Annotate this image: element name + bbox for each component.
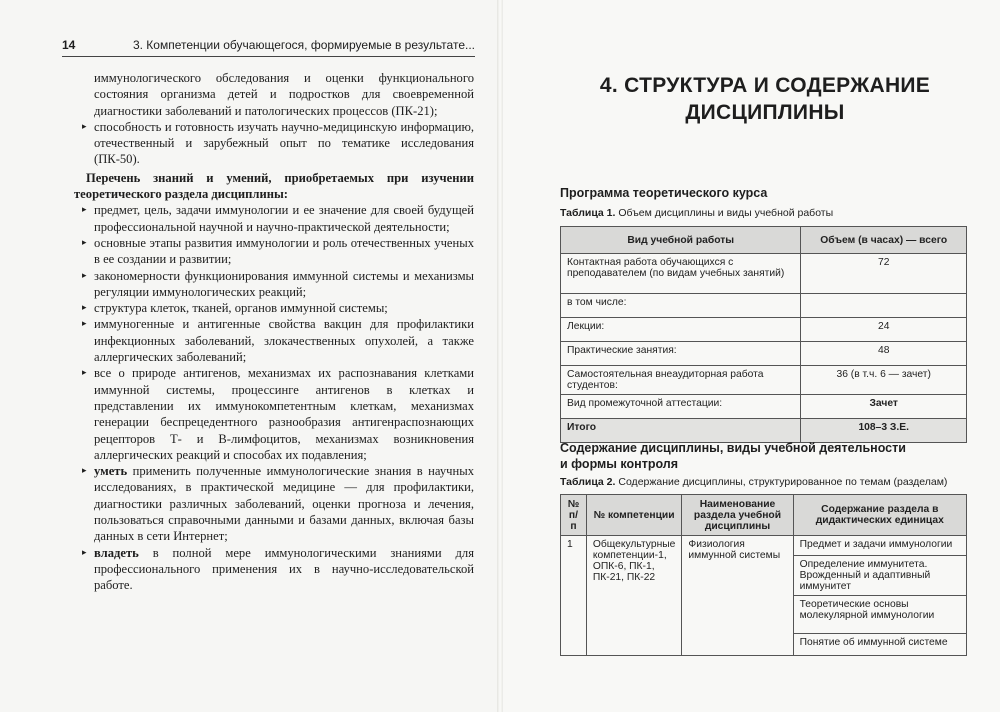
- table-cell: [801, 294, 967, 318]
- table-cell: Вид промежуточной аттестации:: [561, 395, 801, 419]
- table-cell: Итого: [561, 419, 801, 443]
- list-item: [82, 365, 474, 463]
- table-header-cell: Наименование раздела учебной дисциплины: [682, 495, 793, 536]
- table-row: [561, 536, 967, 556]
- continuation-paragraph: иммунологического обследования и оценки функционального состояния организма детей и подростков для своевременной диагностики заболеваний и патологических процессов (ПК-21);: [94, 71, 474, 118]
- table-cell: Самостоятельная внеаудиторная работа студентов:: [561, 366, 801, 395]
- section-title-line: Содержание дисциплины, виды учебной деятельности: [560, 441, 906, 455]
- bullet-arrow-icon: ▸: [82, 270, 87, 281]
- list-item-text: структура клеток, тканей, органов иммунной системы;: [94, 301, 388, 316]
- table-row: [561, 318, 967, 342]
- list-item: [82, 235, 474, 268]
- running-header: [62, 36, 475, 57]
- bullet-arrow-icon: ▸: [82, 237, 87, 248]
- content-table: [560, 494, 967, 656]
- table-header-cell: Вид учебной работы: [561, 227, 801, 254]
- section-title-content: [560, 440, 970, 472]
- bullet-arrow-icon: ▸: [82, 205, 87, 216]
- table-cell: Лекции:: [561, 318, 801, 342]
- list-item: [82, 463, 474, 544]
- bullet-arrow-icon: ▸: [82, 466, 87, 477]
- list-item-text: предмет, цель, задачи иммунологии и ее значение для своей будущей профессиональной научной и научно-практической деятельности;: [94, 203, 474, 234]
- chapter-heading: [560, 72, 970, 126]
- table-header-cell: № п/п: [561, 495, 587, 536]
- list-item: [82, 202, 474, 235]
- bullet-arrow-icon: ▸: [82, 121, 87, 132]
- bullet-arrow-icon: ▸: [82, 319, 87, 330]
- table-cell-number: 1: [561, 536, 587, 656]
- list-item: [82, 119, 474, 168]
- knowledge-list-heading: Перечень знаний и умений, приобретаемых при изучении теоретического раздела дисциплины:: [74, 170, 474, 202]
- table-cell: в том числе:: [561, 294, 801, 318]
- table-total-row: [561, 419, 967, 443]
- list-item: [82, 316, 474, 365]
- table-header-cell: Содержание раздела в дидактических единицах: [793, 495, 966, 536]
- table-cell: 48: [801, 342, 967, 366]
- list-item: [82, 268, 474, 301]
- list-item-text: иммуногенные и антигенные свойства вакцин для профилактики инфекционных заболеваний, злокачественных опухолей, а также аллергических заболеваний;: [94, 317, 474, 365]
- table-cell: 72: [801, 254, 967, 294]
- table-row: [561, 395, 967, 419]
- skill-keyword: уметь: [94, 464, 128, 479]
- list-item: [82, 300, 474, 316]
- table-cell: 36 (в т.ч. 6 — зачет): [801, 366, 967, 395]
- table2-caption: [560, 476, 970, 488]
- list-item-text: в полной мере иммунологическими знаниями для профессионального применения их в научно-исследовательской работе.: [94, 545, 474, 593]
- table1-caption-text: Объем дисциплины и виды учебной работы: [615, 207, 834, 219]
- bullet-arrow-icon: ▸: [82, 547, 87, 558]
- list-item-text: закономерности функционирования иммунной системы и механизмы регуляции иммунологических реакций;: [94, 268, 474, 299]
- chapter-heading-line: ДИСЦИПЛИНЫ: [685, 101, 845, 124]
- list-item-text: основные этапы развития иммунологии и роль отечественных ученых в ее создании и развитии;: [94, 235, 474, 267]
- list-item-text: способность и готовность изучать научно-медицинскую информацию, отечественный и зарубежный опыт по тематике исследования (ПК-50).: [94, 119, 474, 167]
- page-number: 14: [62, 38, 76, 52]
- bullet-arrow-icon: ▸: [82, 368, 87, 379]
- table-cell-competencies: Общекультурные компетенции-1, ОПК-6, ПК-1, ПК-21, ПК-22: [586, 536, 682, 656]
- list-item: [82, 545, 474, 594]
- table-header-row: [561, 227, 967, 254]
- table-cell: 108–3 З.Е.: [801, 419, 967, 443]
- left-body-text: [74, 70, 474, 594]
- table-row: [561, 294, 967, 318]
- table-cell: Зачет: [801, 395, 967, 419]
- table1-caption: [560, 207, 970, 219]
- list-item-text: применить полученные иммунологические знания в научных исследованиях, в практической медицине — для профилактики, диагностики различных заболеваний, оценки прогноза и лечения, пользоваться справочными данными и базами данных, включая базы данных в сети Интернет;: [94, 464, 474, 544]
- chapter-heading-line: 4. СТРУКТУРА И СОДЕРЖАНИЕ: [599, 74, 931, 97]
- table-cell-section-name: Физиология иммунной системы: [682, 536, 793, 656]
- workload-table: [560, 226, 967, 443]
- book-spine: [497, 0, 503, 712]
- table-row: [561, 366, 967, 395]
- table-row: [561, 254, 967, 294]
- list-item-text: все о природе антигенов, механизмах их распознавания клетками иммунной системы, процессинге антигенов в клетках и представлении их иммунокомпетентным клеткам, механизмах генерации беспрецедентного разнообразия антигенраспознающих рецепторов Т- и В-лимфоцитов, механизмах возникновения аллергических реакций и способах их подавления;: [94, 366, 474, 462]
- table-cell-content: Определение иммунитета. Врожденный и адаптивный иммунитет: [793, 556, 966, 596]
- table2-caption-label: Таблица 2.: [560, 476, 616, 488]
- table-cell-content: Предмет и задачи иммунологии: [793, 536, 966, 556]
- table-cell: Практические занятия:: [561, 342, 801, 366]
- table2-caption-text: Содержание дисциплины, структурированное по темам (разделам): [615, 476, 948, 488]
- section-title-theory: Программа теоретического курса: [560, 186, 768, 200]
- running-chapter-title: 3. Компетенции обучающегося, формируемые в результате...: [132, 38, 475, 52]
- table-cell-content: Понятие об иммунной системе: [793, 634, 966, 656]
- table-row: [561, 342, 967, 366]
- table1-caption-label: Таблица 1.: [560, 207, 616, 219]
- table-header-cell: Объем (в часах) — всего: [801, 227, 967, 254]
- table-cell: Контактная работа обучающихся с преподавателем (по видам учебных занятий): [561, 254, 801, 294]
- section-title-line: и формы контроля: [560, 457, 679, 471]
- bullet-arrow-icon: ▸: [82, 303, 87, 314]
- mastery-keyword: владеть: [94, 545, 139, 560]
- table-cell: 24: [801, 318, 967, 342]
- table-header-cell: № компетенции: [586, 495, 682, 536]
- table-cell-content: Теоретические основы молекулярной иммунологии: [793, 596, 966, 634]
- table-header-row: [561, 495, 967, 536]
